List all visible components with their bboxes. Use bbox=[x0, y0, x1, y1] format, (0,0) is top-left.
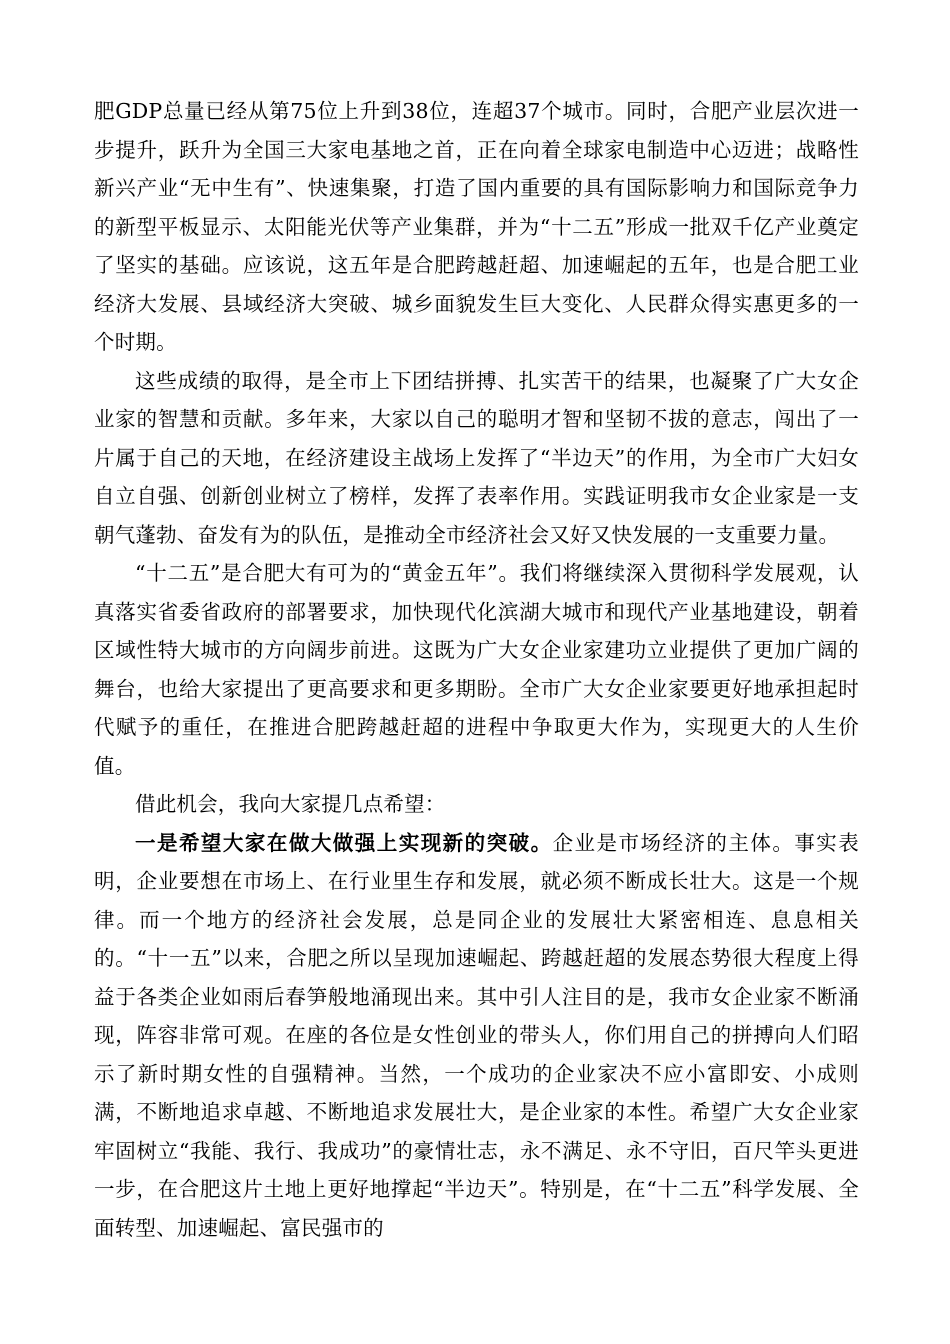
paragraph-2-text: 这些成绩的取得，是全市上下团结拼搏、扎实苦干的结果，也凝聚了广大女企业家的智慧和贡献。多年来，大家以自己的聪明才智和坚韧不拔的意志，闯出了一片属于自己的天地，在经济建设主战场上发挥了“半边天”的作用，为全市广大妇女自立自强、创新创业树立了榜样，发挥了表率作用。实践证明我市女企业家是一支朝气蓬勃、奋发有为的队伍，是推动全市经济社会又好又快发展的一支重要力量。 bbox=[94, 368, 859, 547]
document-page bbox=[94, 92, 859, 1247]
paragraph-5-text: 企业是市场经济的主体。事实表明，企业要想在市场上、在行业里生存和发展，就必须不断成长壮大。这是一个规律。而一个地方的经济社会发展，总是同企业的发展壮大紧密相连、息息相关的。“十一五”以来，合肥之所以呈现加速崛起、跨越赶超的发展态势很大程度上得益于各类企业如雨后春笋般地涌现出来。其中引人注目的是，我市女企业家不断涌现，阵容非常可观。在座的各位是女性创业的带头人，你们用自己的拼搏向人们昭示了新时期女性的自强精神。当然，一个成功的企业家决不应小富即安、小成则满，不断地追求卓越、不断地追求发展壮大，是企业家的本性。希望广大女企业家牢固树立“我能、我行、我成功”的豪情壮志，永不满足、永不守旧，百尺竿头更进一步，在合肥这片土地上更好地撑起“半边天”。特别是，在“十二五”科学发展、全面转型、加速崛起、富民强市的 bbox=[94, 830, 859, 1240]
paragraph-1-text: 肥GDP总量已经从第75位上升到38位，连超37个城市。同时，合肥产业层次进一步提升，跃升为全国三大家电基地之首，正在向着全球家电制造中心迈进；战略性新兴产业“无中生有”、快速集聚，打造了国内重要的具有国际影响力和国际竞争力的新型平板显示、太阳能光伏等产业集群，并为“十二五”形成一批双千亿产业奠定了坚实的基础。应该说，这五年是合肥跨越赶超、加速崛起的五年，也是合肥工业经济大发展、县域经济大突破、城乡面貌发生巨大变化、人民群众得实惠更多的一个时期。 bbox=[94, 99, 859, 354]
paragraph-1 bbox=[94, 92, 859, 362]
paragraph-4 bbox=[94, 785, 859, 824]
paragraph-3 bbox=[94, 554, 859, 785]
paragraph-3-text: “十二五”是合肥大有可为的“黄金五年”。我们将继续深入贯彻科学发展观，认真落实省委省政府的部署要求，加快现代化滨湖大城市和现代产业基地建设，朝着区域性特大城市的方向阔步前进。这既为广大女企业家建功立业提供了更加广阔的舞台，也给大家提出了更高要求和更多期盼。全市广大女企业家要更好地承担起时代赋予的重任，在推进合肥跨越赶超的进程中争取更大作为，实现更大的人生价值。 bbox=[94, 561, 859, 778]
paragraph-2 bbox=[94, 362, 859, 555]
paragraph-4-text: 借此机会，我向大家提几点希望： bbox=[135, 792, 446, 816]
paragraph-5 bbox=[94, 824, 859, 1248]
paragraph-5-lead: 一是希望大家在做大做强上实现新的突破。 bbox=[135, 830, 553, 855]
